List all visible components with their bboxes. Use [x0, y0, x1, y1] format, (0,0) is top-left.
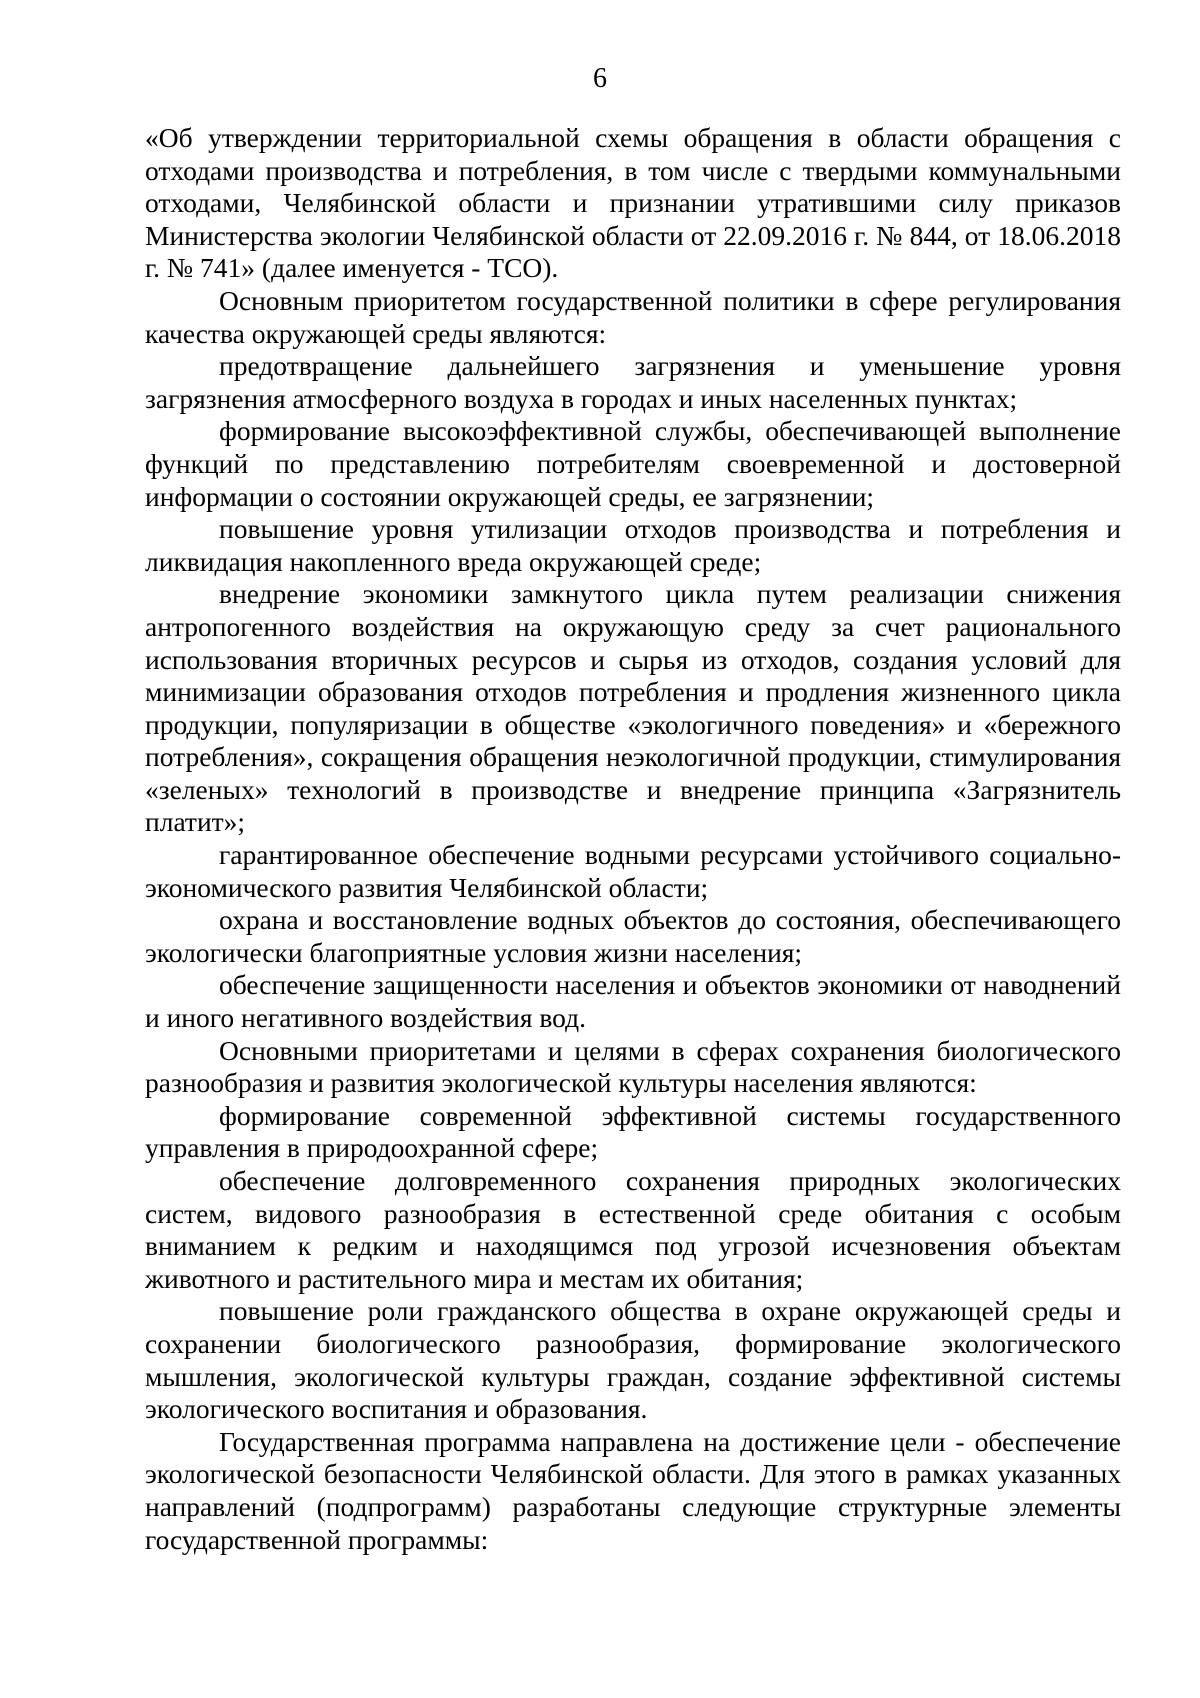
paragraph: Основным приоритетом государственной политики в сфере регулирования качества окружающей среды являются: — [145, 284, 1121, 349]
paragraph: обеспечение защищенности населения и объектов экономики от наводнений и иного негативного воздействия вод. — [145, 969, 1121, 1034]
document-body — [145, 122, 1121, 1556]
paragraph: предотвращение дальнейшего загрязнения и уменьшение уровня загрязнения атмосферного воздуха в городах и иных населенных пунктах; — [145, 350, 1121, 414]
paragraph: повышение уровня утилизации отходов производства и потребления и ликвидация накопленного вреда окружающей среде; — [145, 513, 1121, 577]
paragraph: «Об утверждении территориальной схемы обращения в области обращения с отходами производства и потребления, в том числе с твердыми коммунальными отходами, Челябинской области и признании утратившими силу приказов Министерства экологии Челябинской области от 22.09.2016 г. № 844, от 18.06.2018 г. № 741» (далее именуется - ТСО). — [145, 122, 1121, 284]
paragraph: повышение роли гражданского общества в охране окружающей среды и сохранении биологического разнообразия, формирование экологического мышления, экологической культуры граждан, создание эффективной системы экологического воспитания и образования. — [145, 1295, 1121, 1425]
paragraph: охрана и восстановление водных объектов до состояния, обеспечивающего экологически благоприятные условия жизни населения; — [145, 904, 1121, 968]
paragraph: внедрение экономики замкнутого цикла путем реализации снижения антропогенного воздействия на окружающую среду за счет рационального использования вторичных ресурсов и сырья из отходов, создания условий для минимизации образования отходов потребления и продления жизненного цикла продукции, популяризации в обществе «экологичного поведения» и «бережного потребления», сокращения обращения неэкологичной продукции, стимулирования «зеленых» технологий в производстве и внедрение принципа «Загрязнитель платит»; — [145, 578, 1121, 838]
paragraph: формирование современной эффективной системы государственного управления в природоохранной сфере; — [145, 1099, 1121, 1164]
paragraph: формирование высокоэффективной службы, обеспечивающей выполнение функций по представлению потребителям своевременной и достоверной информации о состоянии окружающей среды, ее загрязнении; — [145, 415, 1121, 512]
paragraph: Государственная программа направлена на достижение цели - обеспечение экологической безопасности Челябинской области. Для этого в рамках указанных направлений (подпрограмм) разработаны следующие структурные элементы государственной программы: — [145, 1425, 1121, 1555]
paragraph: обеспечение долговременного сохранения природных экологических систем, видового разнообразия в естественной среде обитания с особым вниманием к редким и находящимся под угрозой исчезновения объектам животного и растительного мира и местам их обитания; — [145, 1165, 1121, 1294]
paragraph: Основными приоритетами и целями в сферах сохранения биологического разнообразия и развития экологической культуры населения являются: — [145, 1034, 1121, 1099]
page-number: 6 — [593, 63, 607, 94]
paragraph: гарантированное обеспечение водными ресурсами устойчивого социально-экономического развития Челябинской области; — [145, 839, 1121, 903]
